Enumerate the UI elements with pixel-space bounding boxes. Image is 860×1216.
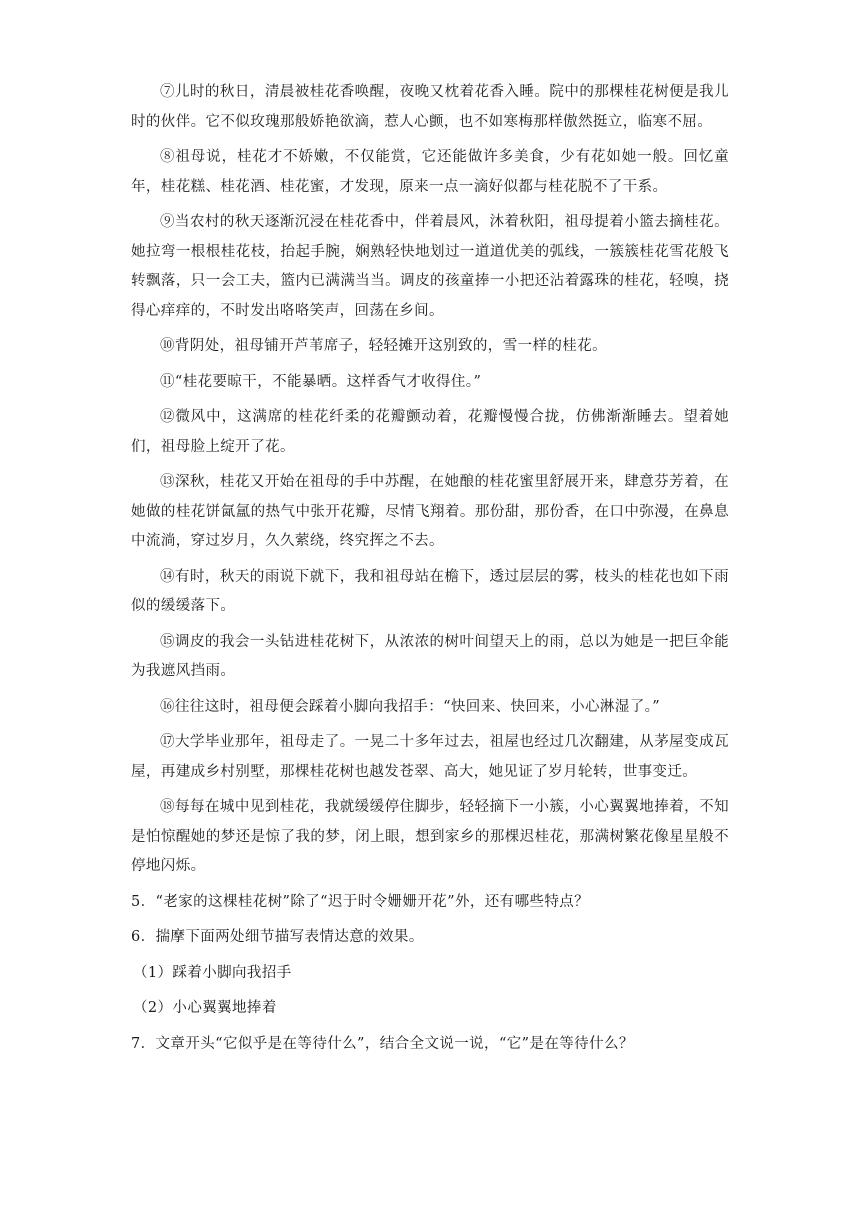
question-6: 6．揣摩下面两处细节描写表情达意的效果。 [131, 929, 424, 945]
paragraph-10: ⑩背阴处，祖母铺开芦苇席子，轻轻摊开这别致的，雪一样的桂花。 [160, 338, 607, 354]
paragraph-14: ⑭有时，秋天的雨说下就下，我和祖母站在檐下，透过层层的雾，枝头的桂花也如下雨似的缓缓落下。 [131, 568, 729, 614]
paragraph-17: ⑰大学毕业那年，祖母走了。一晃二十多年过去，祖屋也经过几次翻建，从茅屋变成瓦屋，再建成乡村别墅，那棵桂花树也越发苍翠、高大，她见证了岁月轮转，世事变迁。 [131, 734, 729, 780]
question-6-item-1: （1）踩着小脚向我招手 [133, 964, 292, 981]
paragraph-8: ⑧祖母说，桂花才不娇嫩，不仅能赏，它还能做许多美食，少有花如她一般。回忆童年，桂花糕、桂花酒、桂花蜜，才发现，原来一点一滴好似都与桂花脱不了干系。 [131, 149, 729, 195]
paragraph-15: ⑮调皮的我会一头钻进桂花树下，从浓浓的树叶间望天上的雨，总以为她是一把巨伞能为我遮风挡雨。 [131, 633, 729, 679]
paragraph-18: ⑱每每在城中见到桂花，我就缓缓停住脚步，轻轻摘下一小簇，小心翼翼地捧着，不知是怕惊醒她的梦还是惊了我的梦，闭上眼，想到家乡的那棵迟桂花，那满树繁花像星星般不停地闪烁。 [131, 799, 729, 874]
paragraph-16: ⑯往往这时，祖母便会踩着小脚向我招手：“快回来、快回来，小心淋湿了。” [160, 698, 661, 715]
paragraph-9: ⑨当农村的秋天逐渐沉浸在桂花香中，伴着晨风，沐着秋阳，祖母提着小篮去摘桂花。她拉弯一根根桂花枝，抬起手腕，娴熟轻快地划过一道道优美的弧线，一簇簇桂花雪花般飞转飘落，只一会工夫，篮内已满满当当。调皮的孩童捧一小把还沾着露珠的桂花，轻嗅，挠得心痒痒的，不时发出咯咯笑声，回荡在乡间。 [131, 214, 729, 319]
question-5: 5．“老家的这棵桂花树”除了“迟于时令姗姗开花”外，还有哪些特点？ [131, 893, 590, 910]
document-page [131, 78, 729, 1065]
paragraph-12: ⑫微风中，这满席的桂花纤柔的花瓣颤动着，花瓣慢慢合拢，仿佛渐渐睡去。望着她们，祖母脸上绽开了花。 [131, 409, 729, 455]
paragraph-7: ⑦儿时的秋日，清晨被桂花香唤醒，夜晚又枕着花香入睡。院中的那棵桂花树便是我儿时的伙伴。它不似玫瑰那般娇艳欲滴，惹人心颤，也不如寒梅那样傲然挺立，临寒不屈。 [131, 84, 729, 130]
paragraph-13: ⑬深秋，桂花又开始在祖母的手中苏醒，在她酿的桂花蜜里舒展开来，肆意芬芳着，在她做的桂花饼氤氲的热气中张开花瓣，尽情飞翔着。那份甜，那份香，在口中弥漫，在鼻息中流淌，穿过岁月，久久萦绕，终究挥之不去。 [131, 474, 729, 549]
question-7: 7．文章开头“它似乎是在等待什么”，结合全文说一说，“它”是在等待什么？ [131, 1035, 634, 1052]
question-6-item-2: （2）小心翼翼地捧着 [133, 1000, 277, 1016]
paragraph-11: ⑪“桂花要晾干，不能暴晒。这样香气才收得住。” [160, 373, 482, 390]
